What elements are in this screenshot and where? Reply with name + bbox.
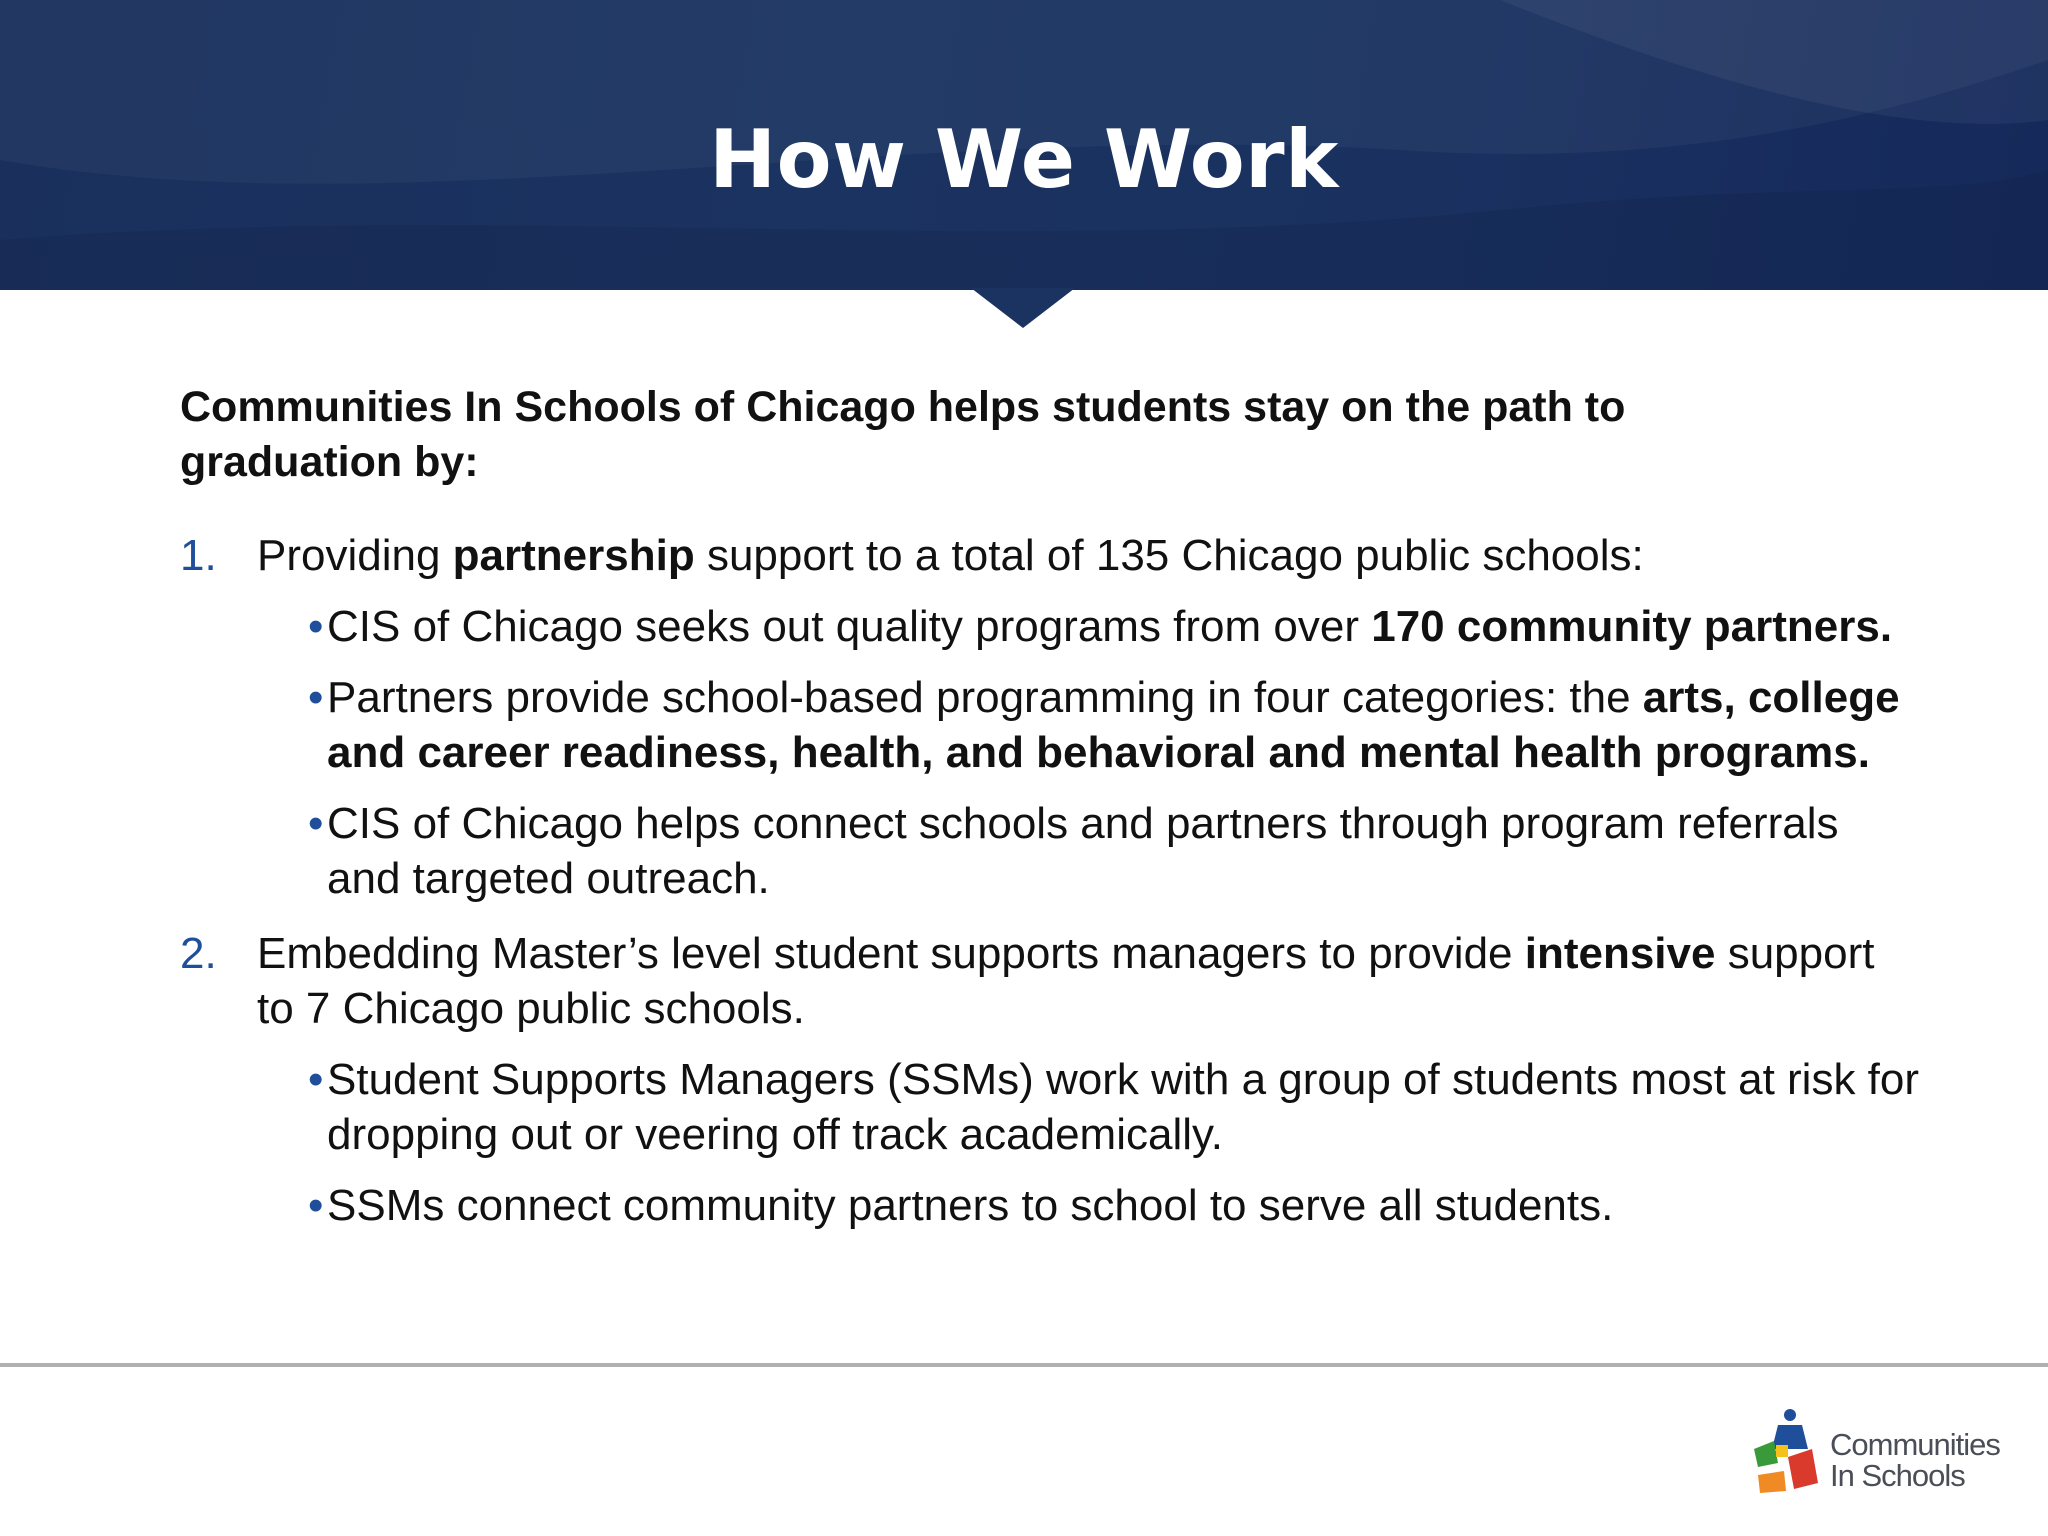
sub-list-1	[180, 599, 1920, 906]
list-item-2	[180, 926, 1920, 1036]
sub-list-2	[180, 1052, 1920, 1233]
bullet-icon: •	[308, 799, 324, 848]
bullet-icon: •	[308, 1055, 324, 1104]
logo-line-2: In Schools	[1830, 1458, 1965, 1493]
sub-item	[180, 1052, 1920, 1162]
sub-text: CIS of Chicago helps connect schools and partners through program referrals and targeted outreach.	[327, 799, 1839, 903]
slide-content	[180, 380, 1920, 1249]
header-band	[0, 0, 2048, 290]
bullet-icon: •	[308, 602, 324, 651]
communities-in-schools-logo	[1748, 1405, 2008, 1501]
sub-text: Student Supports Managers (SSMs) work with a group of students most at risk for dropping out or veering off track academically.	[327, 1055, 1920, 1159]
bullet-icon: •	[308, 673, 324, 722]
sub-item	[180, 599, 1920, 654]
logo-text	[1830, 1429, 2000, 1491]
item-text-before: Providing	[257, 531, 453, 580]
sub-text-bold: 170 community partners.	[1371, 602, 1893, 651]
item-text-after: support to a total of 135 Chicago public schools:	[694, 531, 1644, 580]
item-text-bold: partnership	[452, 531, 695, 580]
sub-text-bold: arts, college and career readiness, health, and behavioral and mental health programs.	[327, 673, 1900, 777]
intro-text: Communities In Schools of Chicago helps students stay on the path to graduation by:	[180, 383, 1626, 486]
item-number: 2.	[180, 929, 217, 978]
item-number: 1.	[180, 531, 217, 580]
logo-line-1: Communities	[1830, 1427, 2000, 1462]
sub-text: CIS of Chicago seeks out quality programs from over	[327, 602, 1372, 651]
sub-text: Partners provide school-based programming in four categories: the	[327, 673, 1643, 722]
list-item-1	[180, 528, 1920, 583]
sub-item	[180, 670, 1920, 780]
item-text-bold: intensive	[1524, 929, 1716, 978]
item-text-before: Embedding Master’s level student supports managers to provide	[257, 929, 1525, 978]
header-notch	[971, 288, 1075, 328]
sub-item	[180, 1178, 1920, 1233]
sub-text: SSMs connect community partners to school to serve all students.	[327, 1181, 1614, 1230]
logo-mark-icon	[1748, 1405, 1828, 1501]
bullet-icon: •	[308, 1181, 324, 1230]
footer-divider	[0, 1363, 2048, 1367]
item-text-after: support to 7 Chicago public schools.	[257, 929, 1875, 1033]
slide-title: How We Work	[709, 113, 1339, 206]
sub-item	[180, 796, 1920, 906]
